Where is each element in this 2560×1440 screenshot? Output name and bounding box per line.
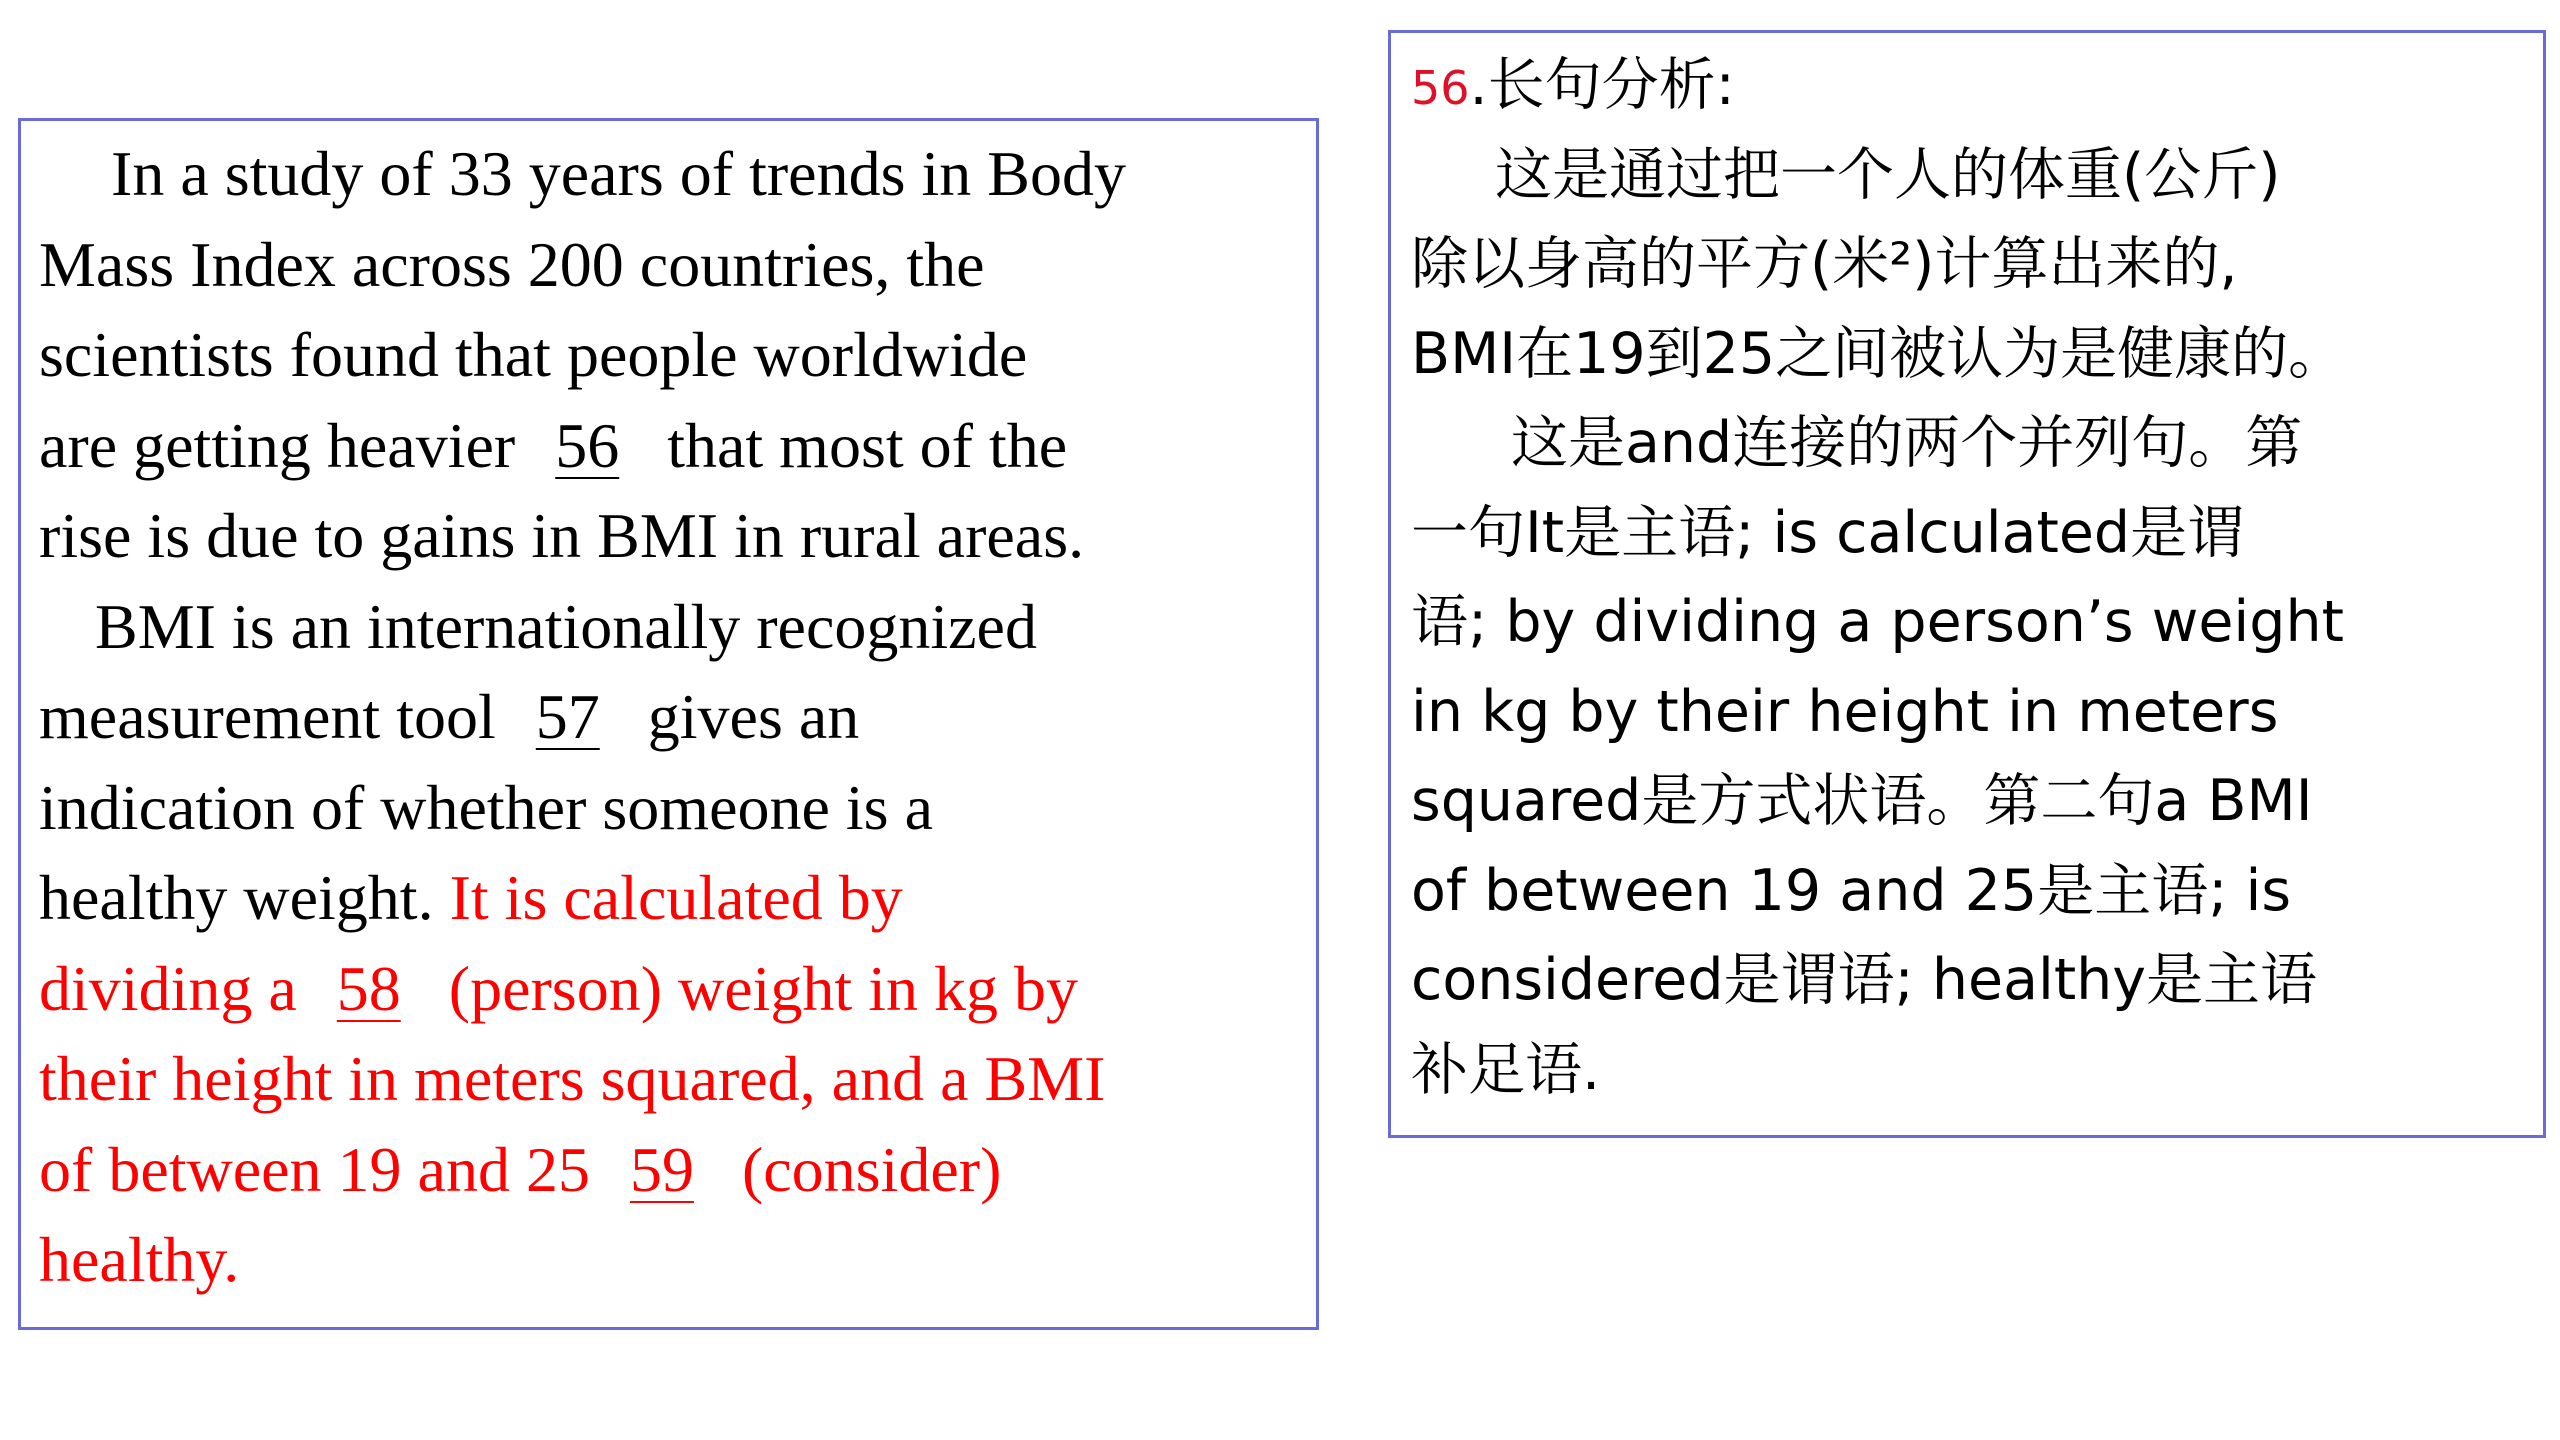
passage-text-run: healthy weight. <box>39 862 450 933</box>
passage-text <box>39 129 1309 1306</box>
analysis-line-text: in kg by their height in meters <box>1411 678 2279 745</box>
analysis-line <box>1411 1026 2541 1116</box>
analysis-line <box>1411 399 2541 489</box>
answer-blank-57: 57 <box>535 681 600 752</box>
analysis-line-text: 一句It是主语; is calculated是谓 <box>1411 499 2245 566</box>
analysis-line-text: 这是and连接的两个并列句。第 <box>1511 410 2303 476</box>
answer-blank-58: 58 <box>336 952 401 1024</box>
analysis-line <box>1411 220 2541 310</box>
analysis-line-text: BMI在19到25之间被认为是健康的。 <box>1411 320 2346 387</box>
question-number: 56 <box>1411 61 1470 115</box>
passage-box <box>18 118 1319 1330</box>
passage-line <box>39 944 1309 1035</box>
passage-line <box>39 1125 1309 1216</box>
passage-line <box>39 491 1309 582</box>
highlighted-sentence-text: (person) weight in kg by <box>448 952 1078 1024</box>
passage-text-run: rise is due to gains in BMI in rural areas. <box>39 500 1085 571</box>
passage-text-run: are getting heavier <box>39 409 532 481</box>
highlighted-sentence-text: their height in meters squared, and a BMI <box>39 1043 1106 1114</box>
analysis-text <box>1411 41 2541 1115</box>
passage-line <box>39 763 1309 854</box>
highlighted-sentence-text: (consider) <box>741 1133 1002 1205</box>
analysis-line <box>1411 310 2541 400</box>
passage-line <box>39 129 1309 220</box>
passage-text-run: measurement tool <box>39 681 512 752</box>
highlighted-sentence-text: of between 19 and 25 <box>39 1133 606 1205</box>
highlighted-sentence-text: It is calculated by <box>449 862 903 933</box>
analysis-line-text: considered是谓语; healthy是主语 <box>1411 947 2318 1013</box>
analysis-title: .长句分析: <box>1469 52 1735 118</box>
answer-blank-56: 56 <box>555 409 620 481</box>
passage-text-run: Mass Index across 200 countries, the <box>39 228 985 300</box>
analysis-line <box>1411 936 2541 1026</box>
passage-text-run: scientists found that people worldwide <box>39 319 1028 390</box>
analysis-line <box>1411 131 2541 221</box>
analysis-line <box>1411 757 2541 847</box>
analysis-line <box>1411 847 2541 937</box>
passage-line <box>39 310 1309 401</box>
answer-blank-59: 59 <box>629 1133 694 1205</box>
passage-text-run: that most of the <box>667 409 1068 481</box>
analysis-line-text: 语; by dividing a person’s weight <box>1411 589 2344 655</box>
highlighted-sentence-text: dividing a <box>39 952 313 1024</box>
passage-text-run: BMI is an internationally recognized <box>95 590 1037 662</box>
passage-line <box>39 1215 1309 1306</box>
passage-line <box>39 401 1309 492</box>
passage-text-run: gives an <box>647 681 860 752</box>
analysis-line-text: squared是方式状语。第二句a BMI <box>1411 768 2313 834</box>
analysis-line-text: 这是通过把一个人的体重(公斤) <box>1495 141 2281 208</box>
passage-line <box>39 853 1309 944</box>
analysis-line <box>1411 578 2541 668</box>
passage-line <box>39 582 1309 673</box>
analysis-heading <box>1411 41 2541 131</box>
analysis-box <box>1388 30 2546 1138</box>
passage-line <box>39 672 1309 763</box>
analysis-line-text: of between 19 and 25是主语; is <box>1411 857 2292 924</box>
passage-line <box>39 1034 1309 1125</box>
passage-text-run: In a study of 33 years of trends in Body <box>111 138 1126 209</box>
highlighted-sentence-text: healthy. <box>39 1224 240 1295</box>
analysis-line <box>1411 668 2541 758</box>
analysis-line <box>1411 489 2541 579</box>
passage-text-run: indication of whether someone is a <box>39 771 933 843</box>
passage-line <box>39 220 1309 311</box>
analysis-line-text: 除以身高的平方(米²)计算出来的, <box>1411 231 2238 297</box>
analysis-line-text: 补足语. <box>1411 1036 1601 1103</box>
